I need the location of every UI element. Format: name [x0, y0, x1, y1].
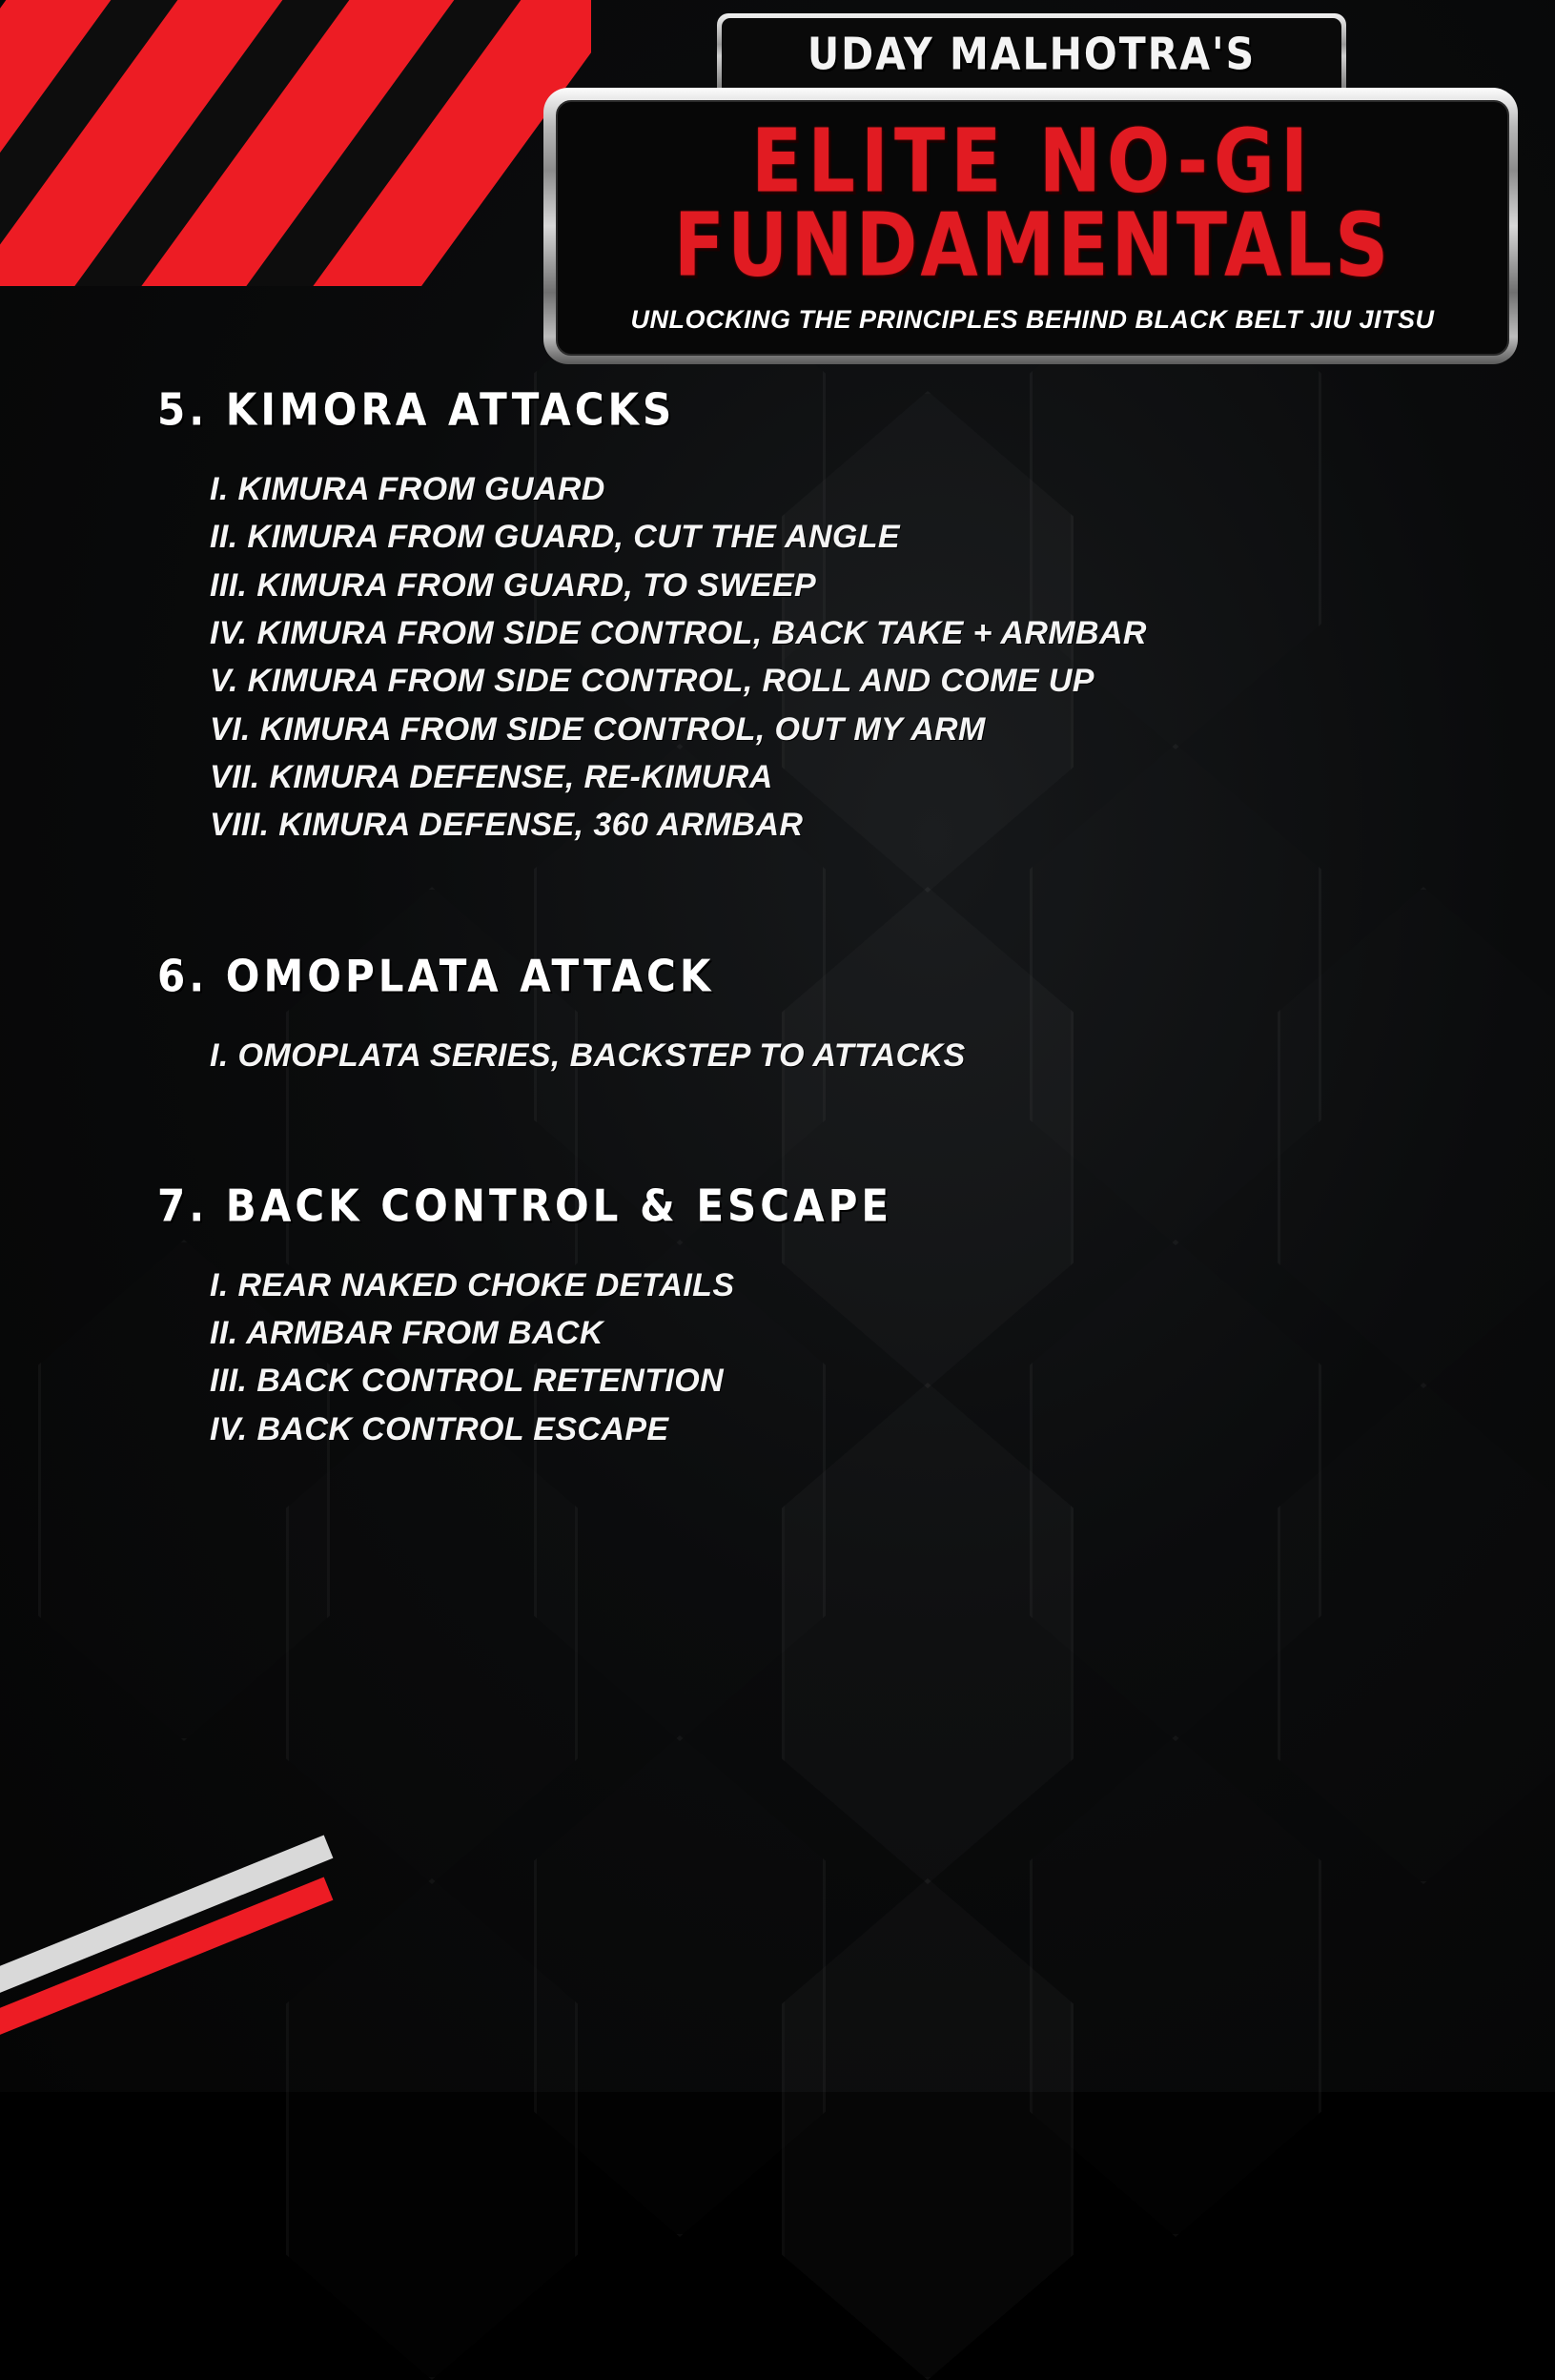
section-item-list [143, 1262, 1411, 1453]
list-item: IV. KIMURA FROM SIDE CONTROL, BACK TAKE + ARMBAR [210, 614, 1147, 651]
subtitle: UNLOCKING THE PRINCIPLES BEHIND BLACK BELT JIU JITSU [630, 305, 1435, 335]
list-item: V. KIMURA FROM SIDE CONTROL, ROLL AND COME UP [210, 663, 1095, 700]
section-kimura-attacks [143, 383, 1411, 850]
list-item: III. BACK CONTROL RETENTION [210, 1363, 725, 1400]
section-item-list [143, 1032, 1411, 1079]
list-item: I. KIMURA FROM GUARD [210, 471, 605, 507]
list-item: VII. KIMURA DEFENSE, RE-KIMURA [210, 758, 773, 795]
title-plaque [540, 6, 1522, 378]
section-spacer [143, 1123, 1411, 1182]
title-plate [543, 88, 1518, 364]
bottom-left-accent-decoration [0, 1835, 372, 2121]
author-name: UDAY MALHOTRA'S [807, 29, 1257, 80]
title-line-1: ELITE NO-GI [750, 111, 1315, 213]
list-item: II. ARMBAR FROM BACK [210, 1315, 604, 1352]
list-item: I. REAR NAKED CHOKE DETAILS [210, 1266, 735, 1303]
list-item: I. OMOPLATA SERIES, BACKSTEP TO ATTACKS [210, 1036, 966, 1074]
section-omoplata-attack [143, 950, 1411, 1079]
section-title: 6. OMOPLATA ATTACK [157, 950, 715, 1001]
curriculum-content [143, 383, 1411, 1497]
section-title: 5. KIMORA ATTACKS [157, 383, 676, 436]
list-item: III. KIMURA FROM GUARD, TO SWEEP [210, 566, 817, 604]
list-item: II. KIMURA FROM GUARD, CUT THE ANGLE [210, 519, 900, 556]
section-spacer [143, 893, 1411, 953]
red-stripes-decoration [0, 0, 591, 286]
list-item: IV. BACK CONTROL ESCAPE [210, 1410, 669, 1447]
section-title: 7. BACK CONTROL & ESCAPE [157, 1180, 893, 1232]
title-line-2: FUNDAMENTALS [673, 195, 1392, 297]
section-back-control-escape [143, 1182, 1411, 1453]
author-plate [717, 13, 1346, 95]
list-item: VI. KIMURA FROM SIDE CONTROL, OUT MY ARM [210, 710, 986, 748]
list-item: VIII. KIMURA DEFENSE, 360 ARMBAR [210, 807, 804, 844]
section-item-list [143, 465, 1411, 850]
